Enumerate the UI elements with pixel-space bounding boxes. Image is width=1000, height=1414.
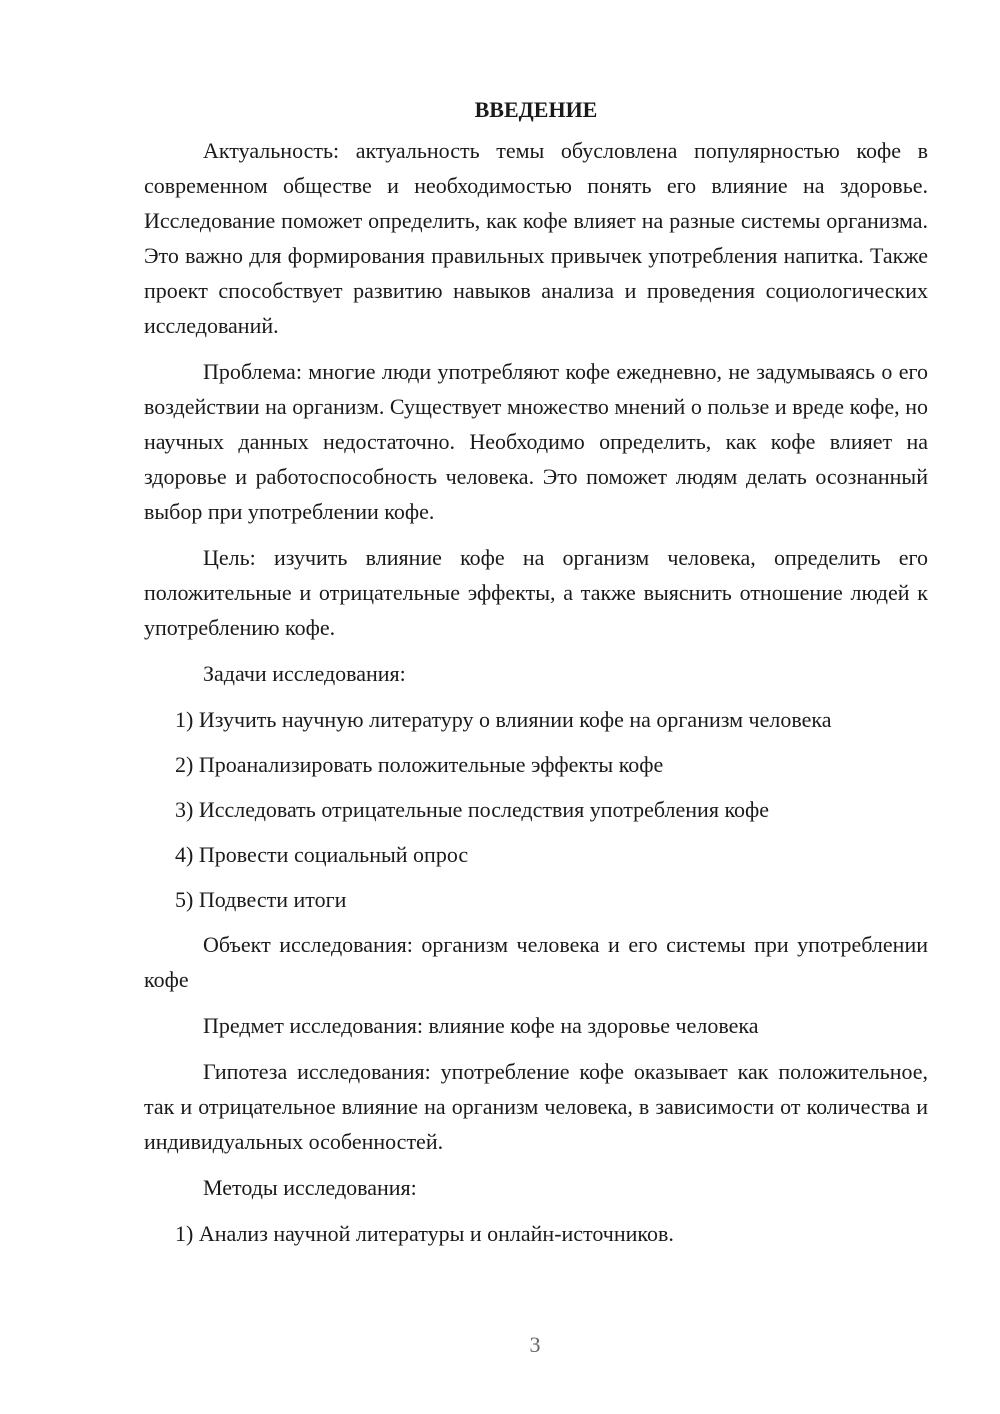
- methods-list: [144, 1216, 928, 1251]
- document-page: [144, 92, 928, 1261]
- methods-heading: Методы исследования:: [203, 1175, 417, 1200]
- tasks-heading: Задачи исследования:: [203, 661, 406, 686]
- list-item: 3) Исследовать отрицательные последствия употребления кофе: [175, 797, 770, 822]
- list-item: 5) Подвести итоги: [175, 887, 347, 912]
- hypothesis-paragraph: Гипотеза исследования: употребление кофе оказывает как положительное, так и отрицательное влияние на организм человека, в зависимости от количества и индивидуальных особенностей.: [144, 1059, 928, 1154]
- relevance-paragraph: Актуальность: актуальность темы обусловлена популярностью кофе в современном обществе и необходимостью понять его влияние на здоровье. Исследование поможет определить, как кофе влияет на разные системы организма. Это важно для формирования правильных привычек употребления напитка. Также проект способствует развитию навыков анализа и проведения социологических исследований.: [144, 138, 928, 338]
- section-title: ВВЕДЕНИЕ: [474, 97, 598, 122]
- page-number: 3: [529, 1332, 541, 1357]
- list-item: 1) Изучить научную литературу о влиянии кофе на организм человека: [175, 707, 832, 732]
- problem-paragraph: Проблема: многие люди употребляют кофе ежедневно, не задумываясь о его воздействии на организм. Существует множество мнений о пользе и вреде кофе, но научных данных недостаточно. Необходимо определить, как кофе влияет на здоровье и работоспособность человека. Это поможет людям делать осознанный выбор при употреблении кофе.: [144, 359, 928, 524]
- tasks-list: [144, 702, 928, 917]
- object-paragraph: Объект исследования: организм человека и его системы при употреблении кофе: [144, 932, 928, 992]
- subject-paragraph: Предмет исследования: влияние кофе на здоровье человека: [203, 1013, 759, 1038]
- list-item: 1) Анализ научной литературы и онлайн-источников.: [175, 1221, 674, 1246]
- list-item: 4) Провести социальный опрос: [175, 842, 469, 867]
- list-item: 2) Проанализировать положительные эффекты кофе: [175, 752, 664, 777]
- goal-paragraph: Цель: изучить влияние кофе на организм человека, определить его положительные и отрицательные эффекты, а также выяснить отношение людей к употреблению кофе.: [144, 545, 928, 640]
